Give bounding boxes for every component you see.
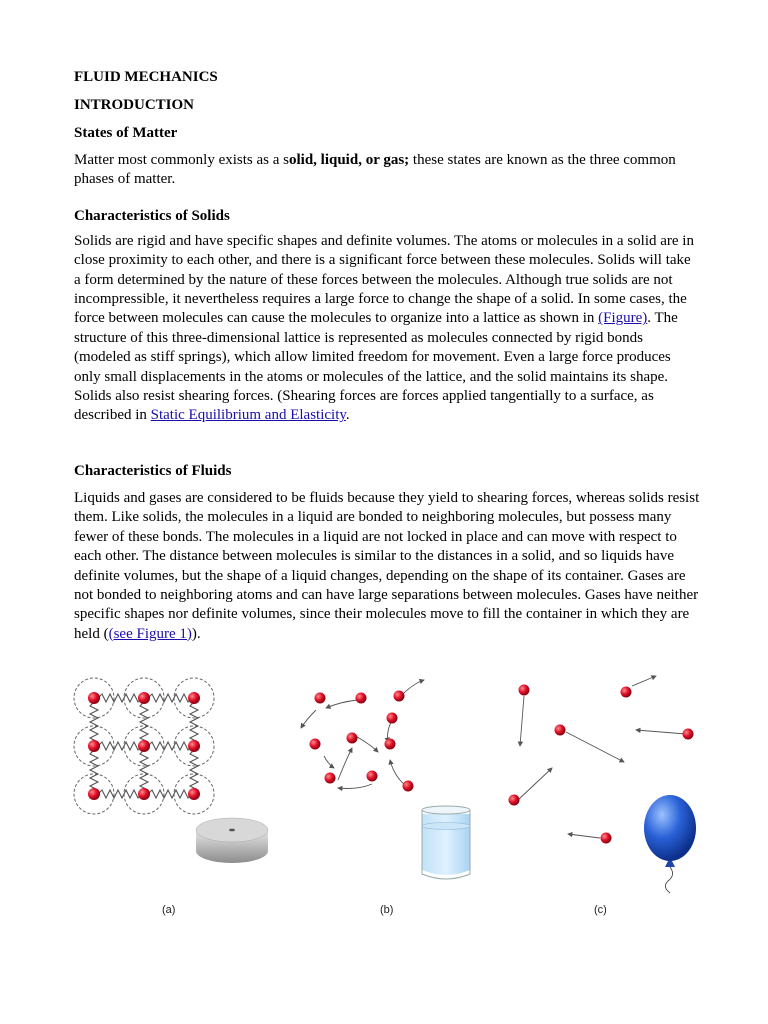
caption-a: (a) <box>162 904 176 916</box>
states-bold-text: olid, liquid, or gas; <box>288 152 410 168</box>
states-paragraph <box>74 151 700 190</box>
solids-text-1: Solids are rigid and have specific shapes and definite volumes. The atoms or molecules in a solid are in close proximity to each other, and there is a significant force between these molecules. Solids will take a form determined by the nature of these forces between the molecules. Although true solids are not incompressible, it nevertheless requires a large force to change the shape of a solid. In some cases, the force between molecules can cause the molecules to organize into a lattice as shown in <box>74 232 694 327</box>
elasticity-link[interactable]: Static Equilibrium and Elasticity <box>150 407 346 424</box>
solid-lattice <box>74 678 214 814</box>
caption-b: (b) <box>380 904 394 916</box>
beaker <box>422 806 470 879</box>
metal-disk <box>196 818 268 863</box>
fluids-text-2: ). <box>191 625 201 642</box>
document-body <box>74 60 700 644</box>
solids-text-3: . <box>345 407 350 424</box>
liquid-molecules <box>301 680 424 792</box>
states-heading: States of Matter <box>74 125 178 141</box>
states-of-matter-figure <box>70 668 700 928</box>
states-text-2: these states are known as the three common phases of matter. <box>74 152 676 188</box>
intro-heading: INTRODUCTION <box>74 97 195 113</box>
doc-title: FLUID MECHANICS <box>74 69 218 85</box>
see-figure-link[interactable]: (see Figure 1) <box>108 625 192 642</box>
solids-heading: Characteristics of Solids <box>74 207 230 224</box>
caption-c: (c) <box>594 904 607 916</box>
figure-illustration <box>70 668 700 928</box>
states-text-1: Matter most commonly exists as a s <box>74 152 289 168</box>
fluids-text-1: Liquids and gases are considered to be fluids because they yield to shearing forces, whereas solids resist them. Like solids, the molecules in a liquid are bonded to neighboring molecules, but possess many fewer of these bonds. The molecules in a liquid are not locked in place and can move with respect to each other. The distance between molecules is similar to the distances in a solid, and so liquids have definite volumes, but the shape of a liquid changes, depending on the shape of its container. Gases are not bonded to neighboring atoms and can have large separations between molecules. Gases have neither specific shapes nor definite volumes, since their molecules move to fill the container in which they are held ( <box>74 489 700 642</box>
fluids-paragraph <box>74 489 700 644</box>
solids-text-2: . The structure of this three-dimensional lattice is represented as molecules connected by rigid bonds (modeled as stiff springs), which allow limited freedom for movement. Even a large force produces only small displacements in the atoms or molecules of the lattice, and the solid maintains its shape. Solids also resist shearing forces. (Shearing forces are forces applied tangentially to a surface, as described in <box>74 310 678 424</box>
figure-link[interactable]: (Figure) <box>598 310 648 327</box>
balloon <box>644 795 696 893</box>
solids-paragraph <box>74 232 700 426</box>
fluids-heading: Characteristics of Fluids <box>74 462 232 479</box>
